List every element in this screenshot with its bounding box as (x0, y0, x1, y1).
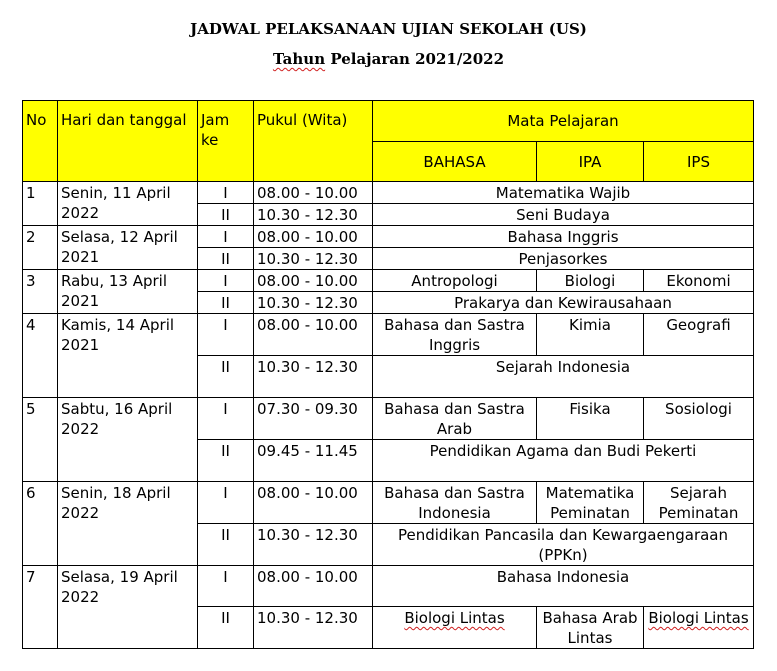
header-jam: Jam ke (198, 101, 254, 182)
header-ips: IPS (644, 142, 754, 182)
table-row (23, 314, 754, 356)
row-no: 6 (23, 482, 58, 566)
spellcheck-text: Biologi Lintas (648, 609, 749, 627)
document-title: JADWAL PELAKSANAAN UJIAN SEKOLAH (US) (190, 20, 587, 38)
row-subject-all: Bahasa Indonesia (373, 566, 754, 607)
header-bahasa: BAHASA (373, 142, 537, 182)
table-row (23, 566, 754, 607)
row-jam: II (198, 356, 254, 398)
row-jam: I (198, 270, 254, 292)
row-jam: II (198, 292, 254, 314)
row-time: 10.30 - 12.30 (254, 607, 373, 649)
row-time: 08.00 - 10.00 (254, 226, 373, 248)
row-subject-all: Penjasorkes (373, 248, 754, 270)
row-jam: II (198, 440, 254, 482)
row-subject-ips: Ekonomi (644, 270, 754, 292)
row-jam: II (198, 524, 254, 566)
row-day: Rabu, 13 April 2021 (58, 270, 198, 314)
row-subject-ipa: Matematika Peminatan (537, 482, 644, 524)
row-time: 10.30 - 12.30 (254, 356, 373, 398)
row-no: 1 (23, 182, 58, 226)
row-subject-all: Prakarya dan Kewirausahaan (373, 292, 754, 314)
row-subject-all: Pendidikan Pancasila dan Kewargaengaraan (PPKn) (373, 524, 754, 566)
row-subject-bahasa: Bahasa dan Sastra Indonesia (373, 482, 537, 524)
subtitle-first-word: Tahun (272, 50, 326, 68)
row-no: 7 (23, 566, 58, 649)
table-row (23, 398, 754, 440)
row-subject-ips (644, 607, 754, 649)
header-mapel: Mata Pelajaran (373, 101, 754, 142)
row-no: 2 (23, 226, 58, 270)
row-jam: II (198, 204, 254, 226)
row-time: 10.30 - 12.30 (254, 292, 373, 314)
row-time: 08.00 - 10.00 (254, 270, 373, 292)
row-jam: II (198, 248, 254, 270)
row-subject-all: Pendidikan Agama dan Budi Pekerti (373, 440, 754, 482)
row-jam: I (198, 566, 254, 607)
header-ipa: IPA (537, 142, 644, 182)
row-time: 10.30 - 12.30 (254, 524, 373, 566)
row-time: 08.00 - 10.00 (254, 566, 373, 607)
row-subject-ipa: Biologi (537, 270, 644, 292)
document-subtitle (0, 50, 777, 68)
table-row (23, 270, 754, 292)
row-no: 4 (23, 314, 58, 398)
header-pukul: Pukul (Wita) (254, 101, 373, 182)
row-time: 09.45 - 11.45 (254, 440, 373, 482)
row-day: Senin, 11 April 2022 (58, 182, 198, 226)
row-no: 5 (23, 398, 58, 482)
row-subject-bahasa (373, 607, 537, 649)
table-row (23, 226, 754, 248)
row-subject-ips: Sejarah Peminatan (644, 482, 754, 524)
schedule-table (22, 100, 754, 649)
row-subject-all: Bahasa Inggris (373, 226, 754, 248)
subtitle-rest: Pelajaran 2021/2022 (325, 50, 505, 68)
row-subject-bahasa: Bahasa dan Sastra Inggris (373, 314, 537, 356)
row-time: 08.00 - 10.00 (254, 314, 373, 356)
row-subject-all: Sejarah Indonesia (373, 356, 754, 398)
row-subject-all: Matematika Wajib (373, 182, 754, 204)
row-day: Selasa, 19 April 2022 (58, 566, 198, 649)
row-day: Selasa, 12 April 2021 (58, 226, 198, 270)
row-jam: II (198, 607, 254, 649)
row-subject-bahasa: Antropologi (373, 270, 537, 292)
row-jam: I (198, 482, 254, 524)
row-subject-ips: Geografi (644, 314, 754, 356)
row-jam: I (198, 226, 254, 248)
spellcheck-text: Biologi Lintas (404, 609, 505, 627)
row-subject-ips: Sosiologi (644, 398, 754, 440)
row-time: 07.30 - 09.30 (254, 398, 373, 440)
row-subject-ipa: Fisika (537, 398, 644, 440)
row-time: 10.30 - 12.30 (254, 248, 373, 270)
row-subject-all: Seni Budaya (373, 204, 754, 226)
header-no: No (23, 101, 58, 182)
row-time: 10.30 - 12.30 (254, 204, 373, 226)
row-day: Senin, 18 April 2022 (58, 482, 198, 566)
row-no: 3 (23, 270, 58, 314)
row-jam: I (198, 314, 254, 356)
row-subject-ipa: Bahasa Arab Lintas (537, 607, 644, 649)
header-day: Hari dan tanggal (58, 101, 198, 182)
row-time: 08.00 - 10.00 (254, 482, 373, 524)
row-day: Kamis, 14 April 2021 (58, 314, 198, 398)
table-row (23, 182, 754, 204)
row-jam: I (198, 398, 254, 440)
table-row (23, 482, 754, 524)
row-subject-bahasa: Bahasa dan Sastra Arab (373, 398, 537, 440)
row-day: Sabtu, 16 April 2022 (58, 398, 198, 482)
row-subject-ipa: Kimia (537, 314, 644, 356)
row-jam: I (198, 182, 254, 204)
row-time: 08.00 - 10.00 (254, 182, 373, 204)
